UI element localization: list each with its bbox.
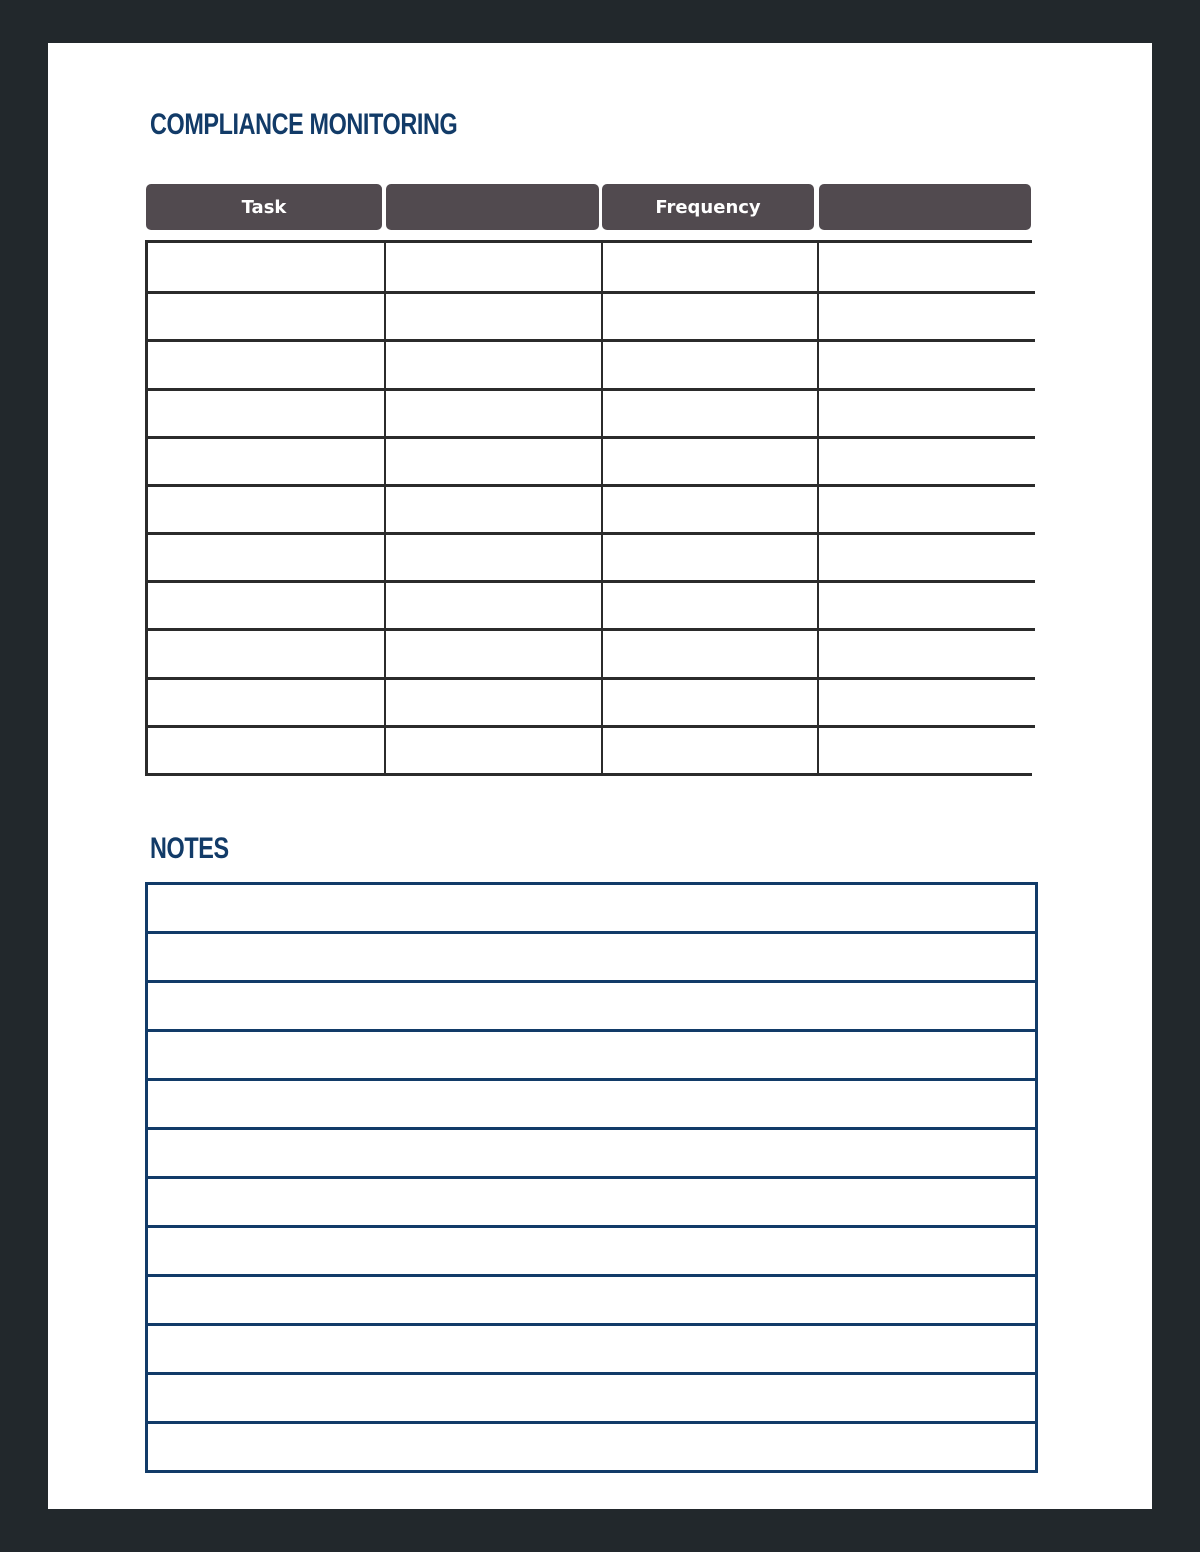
table-cell <box>386 484 601 532</box>
table-cell <box>819 436 1035 484</box>
table-cell <box>148 291 384 339</box>
note-line <box>148 1372 1035 1421</box>
table-cell <box>386 388 601 436</box>
note-line <box>148 885 1035 931</box>
table-cell <box>819 484 1035 532</box>
column-header-frequency: Frequency <box>602 184 814 230</box>
table-cell <box>386 677 601 725</box>
note-line <box>148 1078 1035 1127</box>
table-cell <box>819 532 1035 580</box>
page-title: COMPLIANCE MONITORING <box>150 108 458 141</box>
table-cell <box>148 677 384 725</box>
document-page <box>48 43 1152 1509</box>
table-cell <box>148 532 384 580</box>
table-cell <box>386 243 601 291</box>
note-line <box>148 1323 1035 1372</box>
table-cell <box>603 725 817 773</box>
table-cell <box>819 677 1035 725</box>
table-cell <box>819 243 1035 291</box>
table-cell <box>603 532 817 580</box>
table-cell <box>386 725 601 773</box>
notes-area <box>145 882 1038 1473</box>
note-line <box>148 980 1035 1029</box>
table-cell <box>148 339 384 387</box>
note-line <box>148 1274 1035 1323</box>
column-header-2 <box>386 184 599 230</box>
table-cell <box>603 388 817 436</box>
column-header-task: Task <box>146 184 382 230</box>
table-cell <box>819 291 1035 339</box>
table-cell <box>819 339 1035 387</box>
note-line <box>148 1176 1035 1225</box>
note-line <box>148 1421 1035 1470</box>
table-cell <box>603 484 817 532</box>
notes-title: NOTES <box>150 832 229 865</box>
column-header-4 <box>819 184 1031 230</box>
table-cell <box>148 436 384 484</box>
table-cell <box>148 725 384 773</box>
table-cell <box>819 580 1035 628</box>
table-cell <box>148 628 384 676</box>
table-cell <box>386 628 601 676</box>
table-cell <box>819 388 1035 436</box>
note-line <box>148 931 1035 980</box>
table-cell <box>603 436 817 484</box>
table-cell <box>148 580 384 628</box>
table-cell <box>386 436 601 484</box>
table-cell <box>603 291 817 339</box>
table-cell <box>386 532 601 580</box>
table-cell <box>148 388 384 436</box>
note-line <box>148 1029 1035 1078</box>
table-cell <box>603 628 817 676</box>
table-cell <box>603 339 817 387</box>
table-cell <box>386 580 601 628</box>
table-cell <box>819 725 1035 773</box>
table-cell <box>148 243 384 291</box>
note-line <box>148 1127 1035 1176</box>
table-cell <box>603 580 817 628</box>
table-cell <box>603 243 817 291</box>
table-cell <box>603 677 817 725</box>
note-line <box>148 1225 1035 1274</box>
compliance-table <box>145 240 1032 776</box>
table-cell <box>386 339 601 387</box>
table-cell <box>386 291 601 339</box>
table-cell <box>819 628 1035 676</box>
table-cell <box>148 484 384 532</box>
